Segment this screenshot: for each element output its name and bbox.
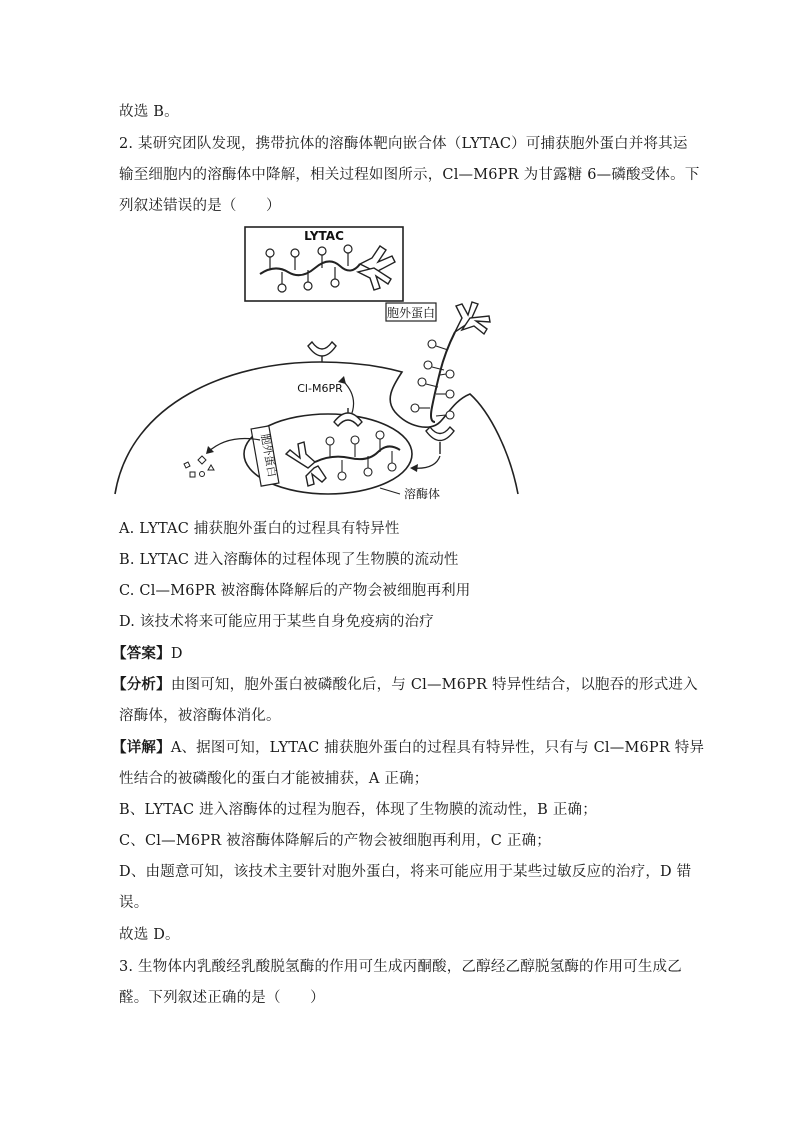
- question-2-line-3: 列叙述错误的是（ ）: [119, 198, 281, 214]
- lytac-label: LYTAC: [304, 229, 344, 243]
- analysis-text: 由图可知，胞外蛋白被磷酸化后，与 Cl—M6PR 特异性结合，以胞吞的形式进入: [170, 677, 698, 693]
- detail-tag: 【详解】: [112, 739, 171, 756]
- answer-tag: 【答案】: [112, 645, 171, 662]
- analysis-line-1: [112, 675, 698, 695]
- question-3-line-1: 3. 生物体内乳酸经乳酸脱氢酶的作用可生成丙酮酸，乙醇经乙醇脱氢酶的作用可生成乙: [119, 959, 682, 975]
- analysis-tag: 【分析】: [112, 676, 171, 693]
- detail-line-1: [112, 738, 704, 758]
- final-answer: 故选 D。: [119, 927, 180, 943]
- detail-text: A、据图可知，LYTAC 捕获胞外蛋白的过程具有特异性，只有与 Cl—M6PR 特异: [170, 740, 705, 756]
- option-c: C. Cl—M6PR 被溶酶体降解后的产物会被细胞再利用: [119, 583, 471, 599]
- receptor-label: Cl-M6PR: [297, 382, 343, 395]
- option-d: D. 该技术将来可能应用于某些自身免疫病的治疗: [119, 614, 434, 630]
- option-a: A. LYTAC 捕获胞外蛋白的过程具有特异性: [119, 521, 400, 537]
- question-2-line-1: 2. 某研究团队发现，携带抗体的溶酶体靶向嵌合体（LYTAC）可捕获胞外蛋白并将其运: [119, 136, 688, 152]
- detail-line-2: 性结合的被磷酸化的蛋白才能被捕获，A 正确；: [119, 771, 429, 787]
- detail-line-3: B、LYTAC 进入溶酶体的过程为胞吞，体现了生物膜的流动性，B 正确；: [119, 802, 597, 818]
- answer-line: [112, 644, 183, 664]
- detail-line-6: 误。: [119, 895, 149, 911]
- lysosome-label: 溶酶体: [403, 487, 441, 501]
- text-line: 故选 B。: [119, 104, 179, 120]
- detail-line-4: C、Cl—M6PR 被溶酶体降解后的产物会被细胞再利用，C 正确；: [119, 833, 551, 849]
- option-b: B. LYTAC 进入溶酶体的过程体现了生物膜的流动性: [119, 552, 459, 568]
- extracellular-protein-label: 胞外蛋白: [386, 306, 436, 320]
- detail-line-5: D、由题意可知，该技术主要针对胞外蛋白，将来可能应用于某些过敏反应的治疗，D 错: [119, 864, 692, 880]
- lytac-diagram: [110, 222, 550, 502]
- question-2-line-2: 输至细胞内的溶酶体中降解，相关过程如图所示，Cl—M6PR 为甘露糖 6—磷酸受体。下: [119, 167, 700, 183]
- answer-value: D: [170, 646, 183, 662]
- inner-protein-label: 胞外蛋白: [258, 432, 279, 479]
- analysis-line-2: 溶酶体，被溶酶体消化。: [119, 708, 281, 724]
- question-3-line-2: 醛。下列叙述正确的是（ ）: [119, 990, 325, 1006]
